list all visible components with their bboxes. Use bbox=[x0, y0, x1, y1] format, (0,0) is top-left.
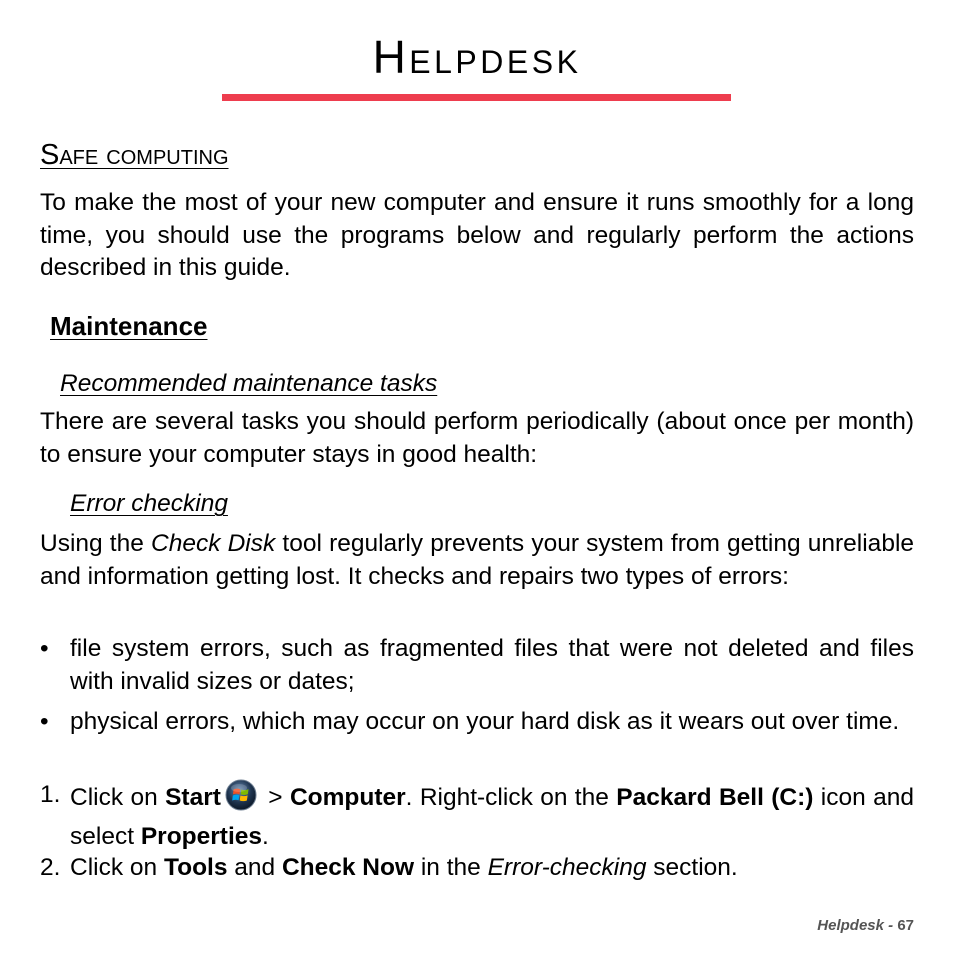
bullet-marker: • bbox=[40, 635, 49, 662]
list-item bbox=[40, 633, 914, 698]
page-title: Helpdesk bbox=[372, 31, 582, 83]
maintenance-paragraph: There are several tasks you should perform periodically (about once per month) to ensure your computer stays in good health: bbox=[40, 408, 914, 468]
step-number: 1. bbox=[40, 781, 61, 808]
page-number: 67 bbox=[897, 917, 914, 934]
step-item bbox=[40, 852, 914, 885]
bullet-text: file system errors, such as fragmented files that were not deleted and files with invalid sizes or dates; bbox=[70, 635, 914, 695]
check-disk-tool-name: Check Disk bbox=[151, 530, 276, 557]
error-checking-paragraph: Using the Check Disk tool regularly prevents your system from getting unreliable and information getting lost. It checks and repairs two types of errors: bbox=[40, 530, 915, 590]
step-item bbox=[40, 779, 914, 853]
step-text: Click on Start > Computer. Right-click on the Packard Bell (C:) icon and select Properties. bbox=[70, 779, 914, 853]
footer-label: Helpdesk - bbox=[817, 917, 894, 934]
list-item bbox=[40, 706, 914, 739]
title-underline-bar bbox=[222, 94, 731, 101]
page-footer bbox=[817, 917, 914, 934]
section-heading: Safe computing bbox=[40, 139, 229, 171]
error-checking-heading: Error checking bbox=[70, 490, 228, 517]
recommended-tasks-heading: Recommended maintenance tasks bbox=[60, 370, 438, 397]
step-number: 2. bbox=[40, 854, 61, 881]
bullet-text: physical errors, which may occur on your hard disk as it wears out over time. bbox=[70, 708, 900, 735]
bullet-marker: • bbox=[40, 708, 49, 735]
step-text: Click on Tools and Check Now in the Error-checking section. bbox=[70, 854, 738, 881]
intro-paragraph: To make the most of your new computer and ensure it runs smoothly for a long time, you should use the programs below and regularly perform the actions described in this guide. bbox=[40, 189, 914, 281]
maintenance-heading: Maintenance bbox=[50, 311, 208, 341]
windows-start-icon bbox=[225, 779, 257, 821]
